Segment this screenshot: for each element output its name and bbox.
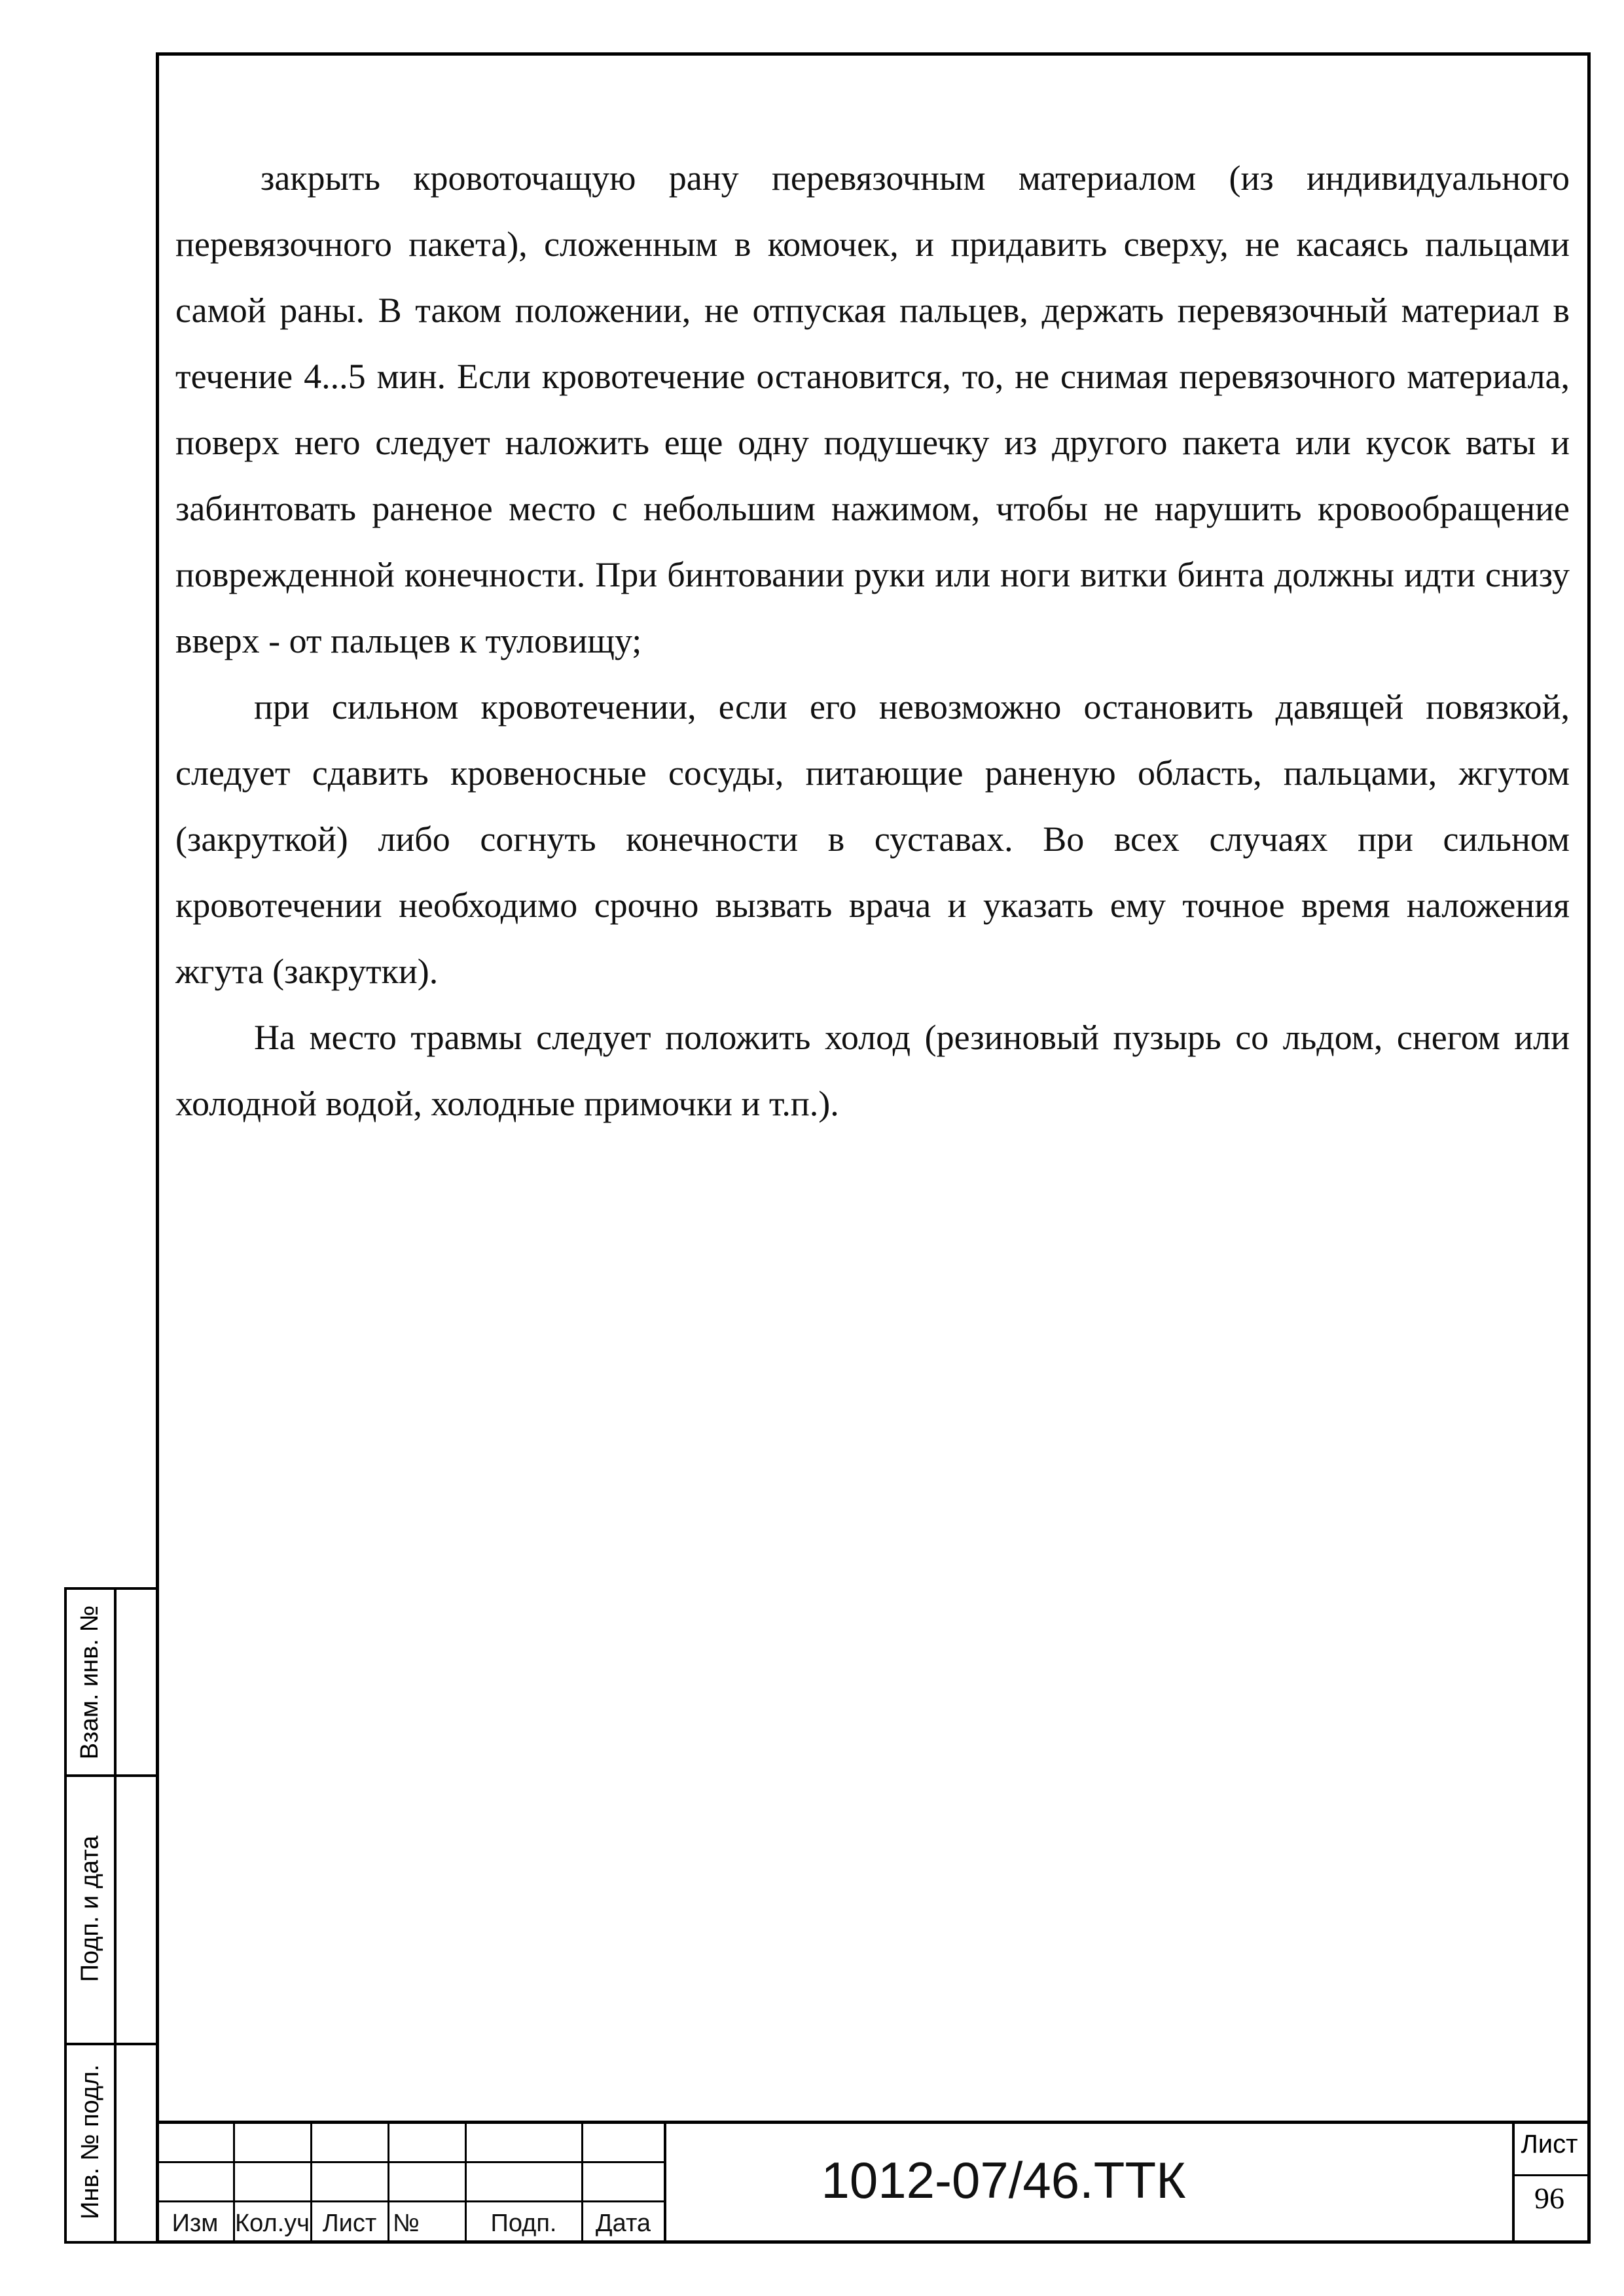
paragraph: при сильном кровотечении, если его невозможно остановить давящей повязкой, следует сдавить кровеносные сосуды, питающие раненую область, пальцами, жгутом (закруткой) либо согнуть конечности в суставах. Во всех случаях при сильном кровотечении необходимо срочно вызвать врача и указать ему точное время наложения жгута (закрутки). — [175, 687, 1570, 991]
column-header-kolvo: Кол.уч — [235, 2210, 310, 2237]
document-code: 1012-07/46.ТТК — [821, 2151, 1186, 2209]
column-header-date: Дата — [595, 2210, 651, 2237]
column-header-number: № — [393, 2210, 420, 2237]
sheet-number: 96 — [1534, 2181, 1564, 2215]
side-stamp — [64, 1587, 156, 2244]
sheet-label: Лист — [1521, 2130, 1578, 2159]
column-header-izm: Изм — [171, 2210, 219, 2237]
paragraph: закрыть кровоточащую рану перевязочным материалом (из индивидуального перевязочного пакета), сложенным в комочек, и придавить сверху, не касаясь пальцами самой раны. В таком положении, не отпуская пальцев, держать перевязочный материал в течение 4...5 мин. Если кровотечение остановится, то, не снимая перевязочного материала, поверх него следует наложить еще одну подушечку из другого пакета или кусок ваты и забинтовать раненое место с небольшим нажимом, чтобы не нарушить кровообращение поврежденной конечности. При бинтовании руки или ноги витки бинта должны идти снизу вверх - от пальцев к туловищу; — [175, 158, 1570, 660]
side-stamp-divider — [114, 1590, 117, 2241]
document-body — [175, 145, 1570, 1137]
column-header-list: Лист — [322, 2210, 377, 2237]
side-stamp-label: Инв. № подл. — [76, 2064, 104, 2219]
side-stamp-label: Взам. инв. № — [76, 1605, 104, 1759]
paragraph: На место травмы следует положить холод (резиновый пузырь со льдом, снегом или холодной водой, холодные примочки и т.п.). — [175, 1018, 1570, 1123]
column-header-signature: Подп. — [490, 2210, 557, 2237]
title-block — [156, 2121, 1591, 2244]
side-stamp-label: Подп. и дата — [76, 1835, 104, 1982]
